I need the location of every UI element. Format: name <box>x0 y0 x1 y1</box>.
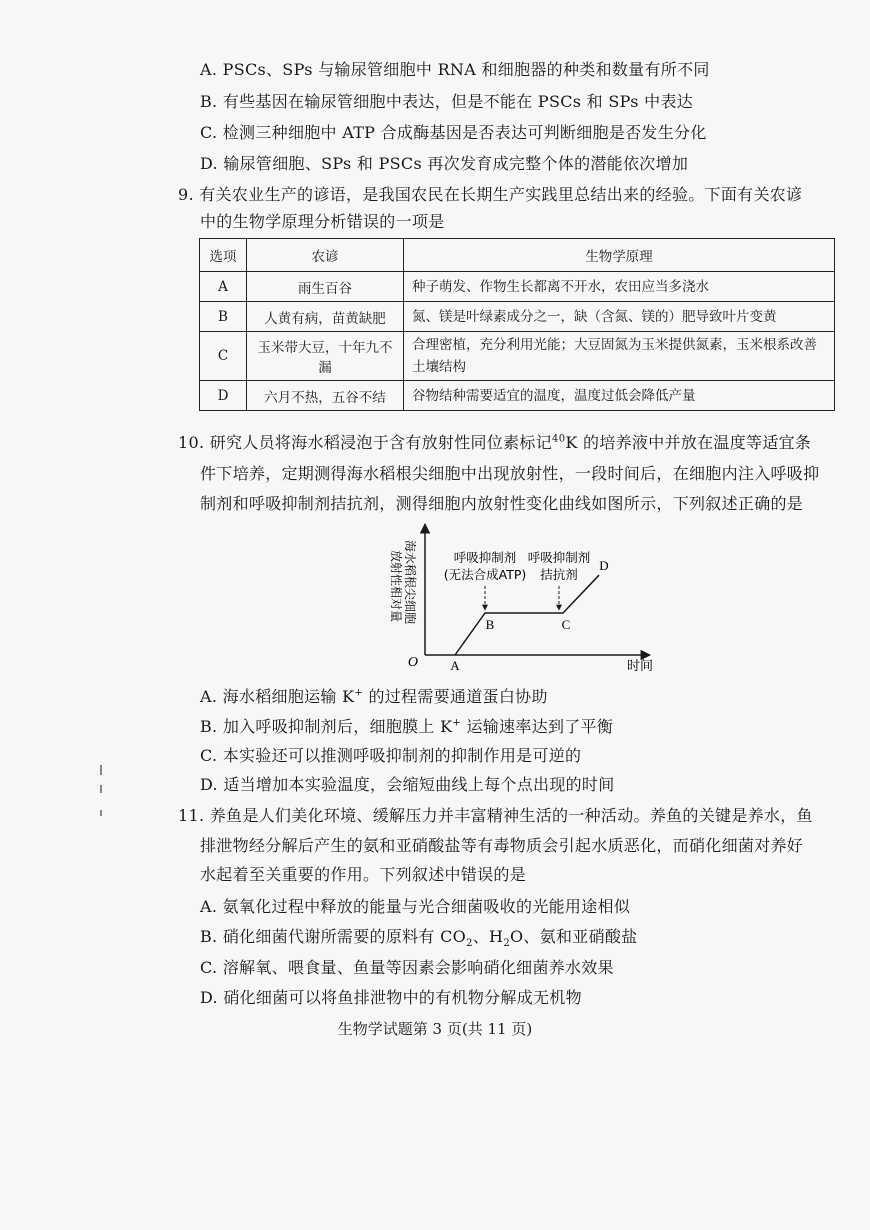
h2o-subscript: 2 <box>503 938 510 950</box>
table-row <box>200 332 835 381</box>
table-header-proverb: 农谚 <box>247 239 404 272</box>
row-principle: 谷物结种需要适宜的温度，温度过低会降低产量 <box>404 381 835 411</box>
table-header-row <box>200 239 835 272</box>
row-option: D <box>200 381 247 411</box>
q8-option-c: C. 检测三种细胞中 ATP 合成酶基因是否表达可判断细胞是否发生分化 <box>200 123 707 142</box>
origin-label: O <box>407 655 418 670</box>
radioactivity-chart <box>380 518 680 678</box>
point-label-c: C <box>561 617 571 632</box>
x-axis-label: 时间 <box>626 659 654 674</box>
annotation-text: 呼吸抑制剂 <box>453 550 517 565</box>
q11-stem-line2: 排泄物经分解后产生的氨和亚硝酸盐等有毒物质会引起水质恶化，而硝化细菌对养好 <box>200 836 804 855</box>
q11-stem-line3: 水起着至关重要的作用。下列叙述中错误的是 <box>200 865 527 884</box>
y-axis-label-line2: 放射性相对量 <box>389 550 403 623</box>
q10-option-b-pre: B. 加入呼吸抑制剂后，细胞膜上 K <box>200 717 453 736</box>
table-row <box>200 302 835 332</box>
annotation-text: 拮抗剂 <box>540 567 578 582</box>
annotation-1 <box>444 550 527 610</box>
row-principle: 合理密植，充分利用光能；大豆固氮为玉米提供氮素，玉米根系改善土壤结构 <box>404 332 835 381</box>
row-principle: 氮、镁是叶绿素成分之一，缺（含氮、镁的）肥导致叶片变黄 <box>404 302 835 332</box>
q10-option-a-pre: A. 海水稻细胞运输 K <box>200 687 355 706</box>
row-proverb: 雨生百谷 <box>247 272 404 302</box>
q11-stem-line1: 11. 养鱼是人们美化环境、缓解压力并丰富精神生活的一种活动。养鱼的关键是养水，鱼 <box>178 806 813 825</box>
q10-stem-line1-b: K 的培养液中并放在温度等适宜条 <box>565 433 812 452</box>
q11-option-c: C. 溶解氧、喂食量、鱼量等因素会影响硝化细菌养水效果 <box>200 958 614 977</box>
q11-option-b-pre: B. 硝化细菌代谢所需要的原料有 CO <box>200 927 467 946</box>
scan-mark <box>100 785 102 793</box>
row-option: B <box>200 302 247 332</box>
q11-option-d: D. 硝化细菌可以将鱼排泄物中的有机物分解成无机物 <box>200 988 582 1007</box>
q11-option-a: A. 氨氧化过程中释放的能量与光合细菌吸收的光能用途相似 <box>200 897 631 916</box>
row-principle: 种子萌发、作物生长都离不开水，农田应当多浇水 <box>404 272 835 302</box>
q11-option-b <box>200 924 638 949</box>
row-proverb: 人黄有病，苗黄缺肥 <box>247 302 404 332</box>
scan-mark <box>100 810 102 816</box>
point-label-b: B <box>485 617 495 632</box>
table-row <box>200 272 835 302</box>
q8-option-d: D. 输尿管细胞、SPs 和 PSCs 再次发育成完整个体的潜能依次增加 <box>200 154 689 173</box>
row-option: A <box>200 272 247 302</box>
q10-stem-line2: 件下培养，定期测得海水稻根尖细胞中出现放射性，一段时间后，在细胞内注入呼吸抑 <box>200 464 820 483</box>
q10-option-b-post: 运输速率达到了平衡 <box>461 717 614 736</box>
row-option: C <box>200 332 247 381</box>
annotation-text: (无法合成ATP) <box>443 567 527 582</box>
q9-stem-line2: 中的生物学原理分析错误的一项是 <box>200 212 445 231</box>
y-axis-label-line1: 海水稻根尖细胞 <box>403 540 417 625</box>
table-header-option: 选项 <box>200 239 247 272</box>
q9-stem-line1: 9. 有关农业生产的谚语，是我国农民在长期生产实践里总结出来的经验。下面有关农谚 <box>178 185 803 204</box>
q10-option-a-post: 的过程需要通道蛋白协助 <box>363 687 548 706</box>
q11-option-b-post: O、氨和亚硝酸盐 <box>509 927 638 946</box>
scan-mark <box>100 765 102 775</box>
q10-stem-line1-a: 10. 研究人员将海水稻浸泡于含有放射性同位素标记 <box>178 433 553 452</box>
q10-option-b-sup: + <box>452 717 462 729</box>
table-row <box>200 381 835 411</box>
annotation-2 <box>528 550 591 610</box>
q10-option-a <box>200 684 548 707</box>
q8-option-b: B. 有些基因在输尿管细胞中表达，但是不能在 PSCs 和 SPs 中表达 <box>200 92 694 111</box>
row-proverb: 六月不热，五谷不结 <box>247 381 404 411</box>
q10-stem-line3: 制剂和呼吸抑制剂拮抗剂，测得细胞内放射性变化曲线如图所示，下列叙述正确的是 <box>200 494 804 513</box>
q10-option-a-sup: + <box>354 687 364 699</box>
page-footer: 生物学试题第 3 页(共 11 页) <box>337 1020 533 1038</box>
treatment-annotations <box>444 550 591 610</box>
proverb-table <box>199 238 835 411</box>
q10-option-b <box>200 714 613 737</box>
q10-option-d: D. 适当增加本实验温度，会缩短曲线上每个点出现的时间 <box>200 775 615 794</box>
q10-stem-line1 <box>178 430 811 453</box>
table-header-principle: 生物学原理 <box>404 239 835 272</box>
point-label-a: A <box>450 658 460 673</box>
co2-subscript: 2 <box>466 938 473 950</box>
row-proverb: 玉米带大豆，十年九不漏 <box>247 332 404 381</box>
annotation-text: 呼吸抑制剂 <box>527 550 591 565</box>
q10-option-c: C. 本实验还可以推测呼吸抑制剂的抑制作用是可逆的 <box>200 746 582 765</box>
q11-option-b-mid: 、H <box>472 927 504 946</box>
point-label-d: D <box>599 558 609 574</box>
q8-option-a: A. PSCs、SPs 与输尿管细胞中 RNA 和细胞器的种类和数量有所不同 <box>200 60 710 79</box>
isotope-superscript: 40 <box>552 433 566 445</box>
radioactivity-curve <box>455 575 599 655</box>
